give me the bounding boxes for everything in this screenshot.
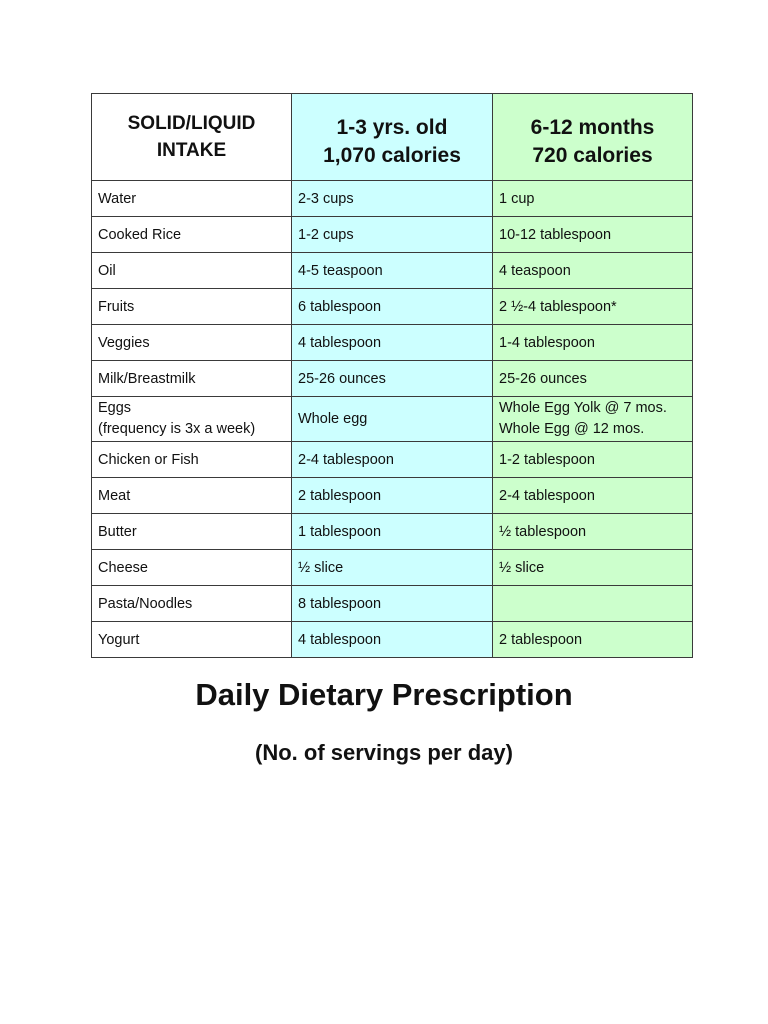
row-age2-value: 1-2 tablespoon (493, 442, 693, 478)
table-row (92, 550, 693, 586)
row-age1-value: 2-4 tablespoon (292, 442, 493, 478)
table-row (92, 289, 693, 325)
row-item: Pasta/Noodles (92, 586, 292, 622)
row-age2-value: 10-12 tablespoon (493, 217, 693, 253)
row-item: Yogurt (92, 622, 292, 658)
row-item-line1: Eggs (98, 400, 132, 416)
header-age-6-12-months (493, 94, 693, 181)
header-intake (92, 94, 292, 181)
row-item: Chicken or Fish (92, 442, 292, 478)
row-age2-value (493, 397, 693, 442)
table-row (92, 622, 693, 658)
row-age2-value: 4 teaspoon (493, 253, 693, 289)
row-age1-value: 2-3 cups (292, 181, 493, 217)
table-row (92, 514, 693, 550)
table-row (92, 442, 693, 478)
row-age2-value: 2-4 tablespoon (493, 478, 693, 514)
row-age2-value: ½ slice (493, 550, 693, 586)
header-age-1-3-years (292, 94, 493, 181)
header-intake-line1: SOLID/LIQUID (127, 113, 256, 134)
row-item: Cooked Rice (92, 217, 292, 253)
row-age1-value: 1-2 cups (292, 217, 493, 253)
dietary-table (91, 93, 693, 658)
row-item (92, 397, 292, 442)
row-age1-value: 1 tablespoon (292, 514, 493, 550)
row-age1-value: 4 tablespoon (292, 622, 493, 658)
table-row (92, 361, 693, 397)
row-item-line2: (frequency is 3x a week) (98, 421, 256, 437)
table-row (92, 397, 693, 442)
row-age1-value: Whole egg (292, 397, 493, 442)
row-item: Veggies (92, 325, 292, 361)
row-age1-value: 8 tablespoon (292, 586, 493, 622)
page-title: Daily Dietary Prescription (195, 677, 573, 712)
row-age2-value: 25-26 ounces (493, 361, 693, 397)
table-row (92, 253, 693, 289)
table-row (92, 586, 693, 622)
row-item: Milk/Breastmilk (92, 361, 292, 397)
header-age1-line2: 1,070 calories (323, 144, 461, 167)
row-item: Water (92, 181, 292, 217)
header-intake-line2: INTAKE (156, 140, 227, 161)
row-age2-value: 2 tablespoon (493, 622, 693, 658)
row-age2-value: 1-4 tablespoon (493, 325, 693, 361)
row-item: Fruits (92, 289, 292, 325)
row-age1-value: 4 tablespoon (292, 325, 493, 361)
row-age2-value: 2 ½-4 tablespoon* (493, 289, 693, 325)
header-age2-line2: 720 calories (532, 144, 653, 167)
row-item: Meat (92, 478, 292, 514)
table-header-row (92, 94, 693, 181)
table-row (92, 181, 693, 217)
table-row (92, 325, 693, 361)
table-row (92, 478, 693, 514)
row-age1-value: 2 tablespoon (292, 478, 493, 514)
row-age1-value: ½ slice (292, 550, 493, 586)
table-row (92, 217, 693, 253)
row-item: Oil (92, 253, 292, 289)
row-item: Butter (92, 514, 292, 550)
row-age1-value: 6 tablespoon (292, 289, 493, 325)
header-age2-line1: 6-12 months (530, 116, 655, 139)
page-subtitle: (No. of servings per day) (255, 740, 513, 765)
row-age1-value: 4-5 teaspoon (292, 253, 493, 289)
row-age1-value: 25-26 ounces (292, 361, 493, 397)
row-age2-line1: Whole Egg Yolk @ 7 mos. (499, 400, 667, 416)
row-age2-value: ½ tablespoon (493, 514, 693, 550)
row-age2-value: 1 cup (493, 181, 693, 217)
row-item: Cheese (92, 550, 292, 586)
row-age2-line2: Whole Egg @ 12 mos. (499, 421, 645, 437)
row-age2-value (493, 586, 693, 622)
header-age1-line1: 1-3 yrs. old (336, 116, 448, 139)
